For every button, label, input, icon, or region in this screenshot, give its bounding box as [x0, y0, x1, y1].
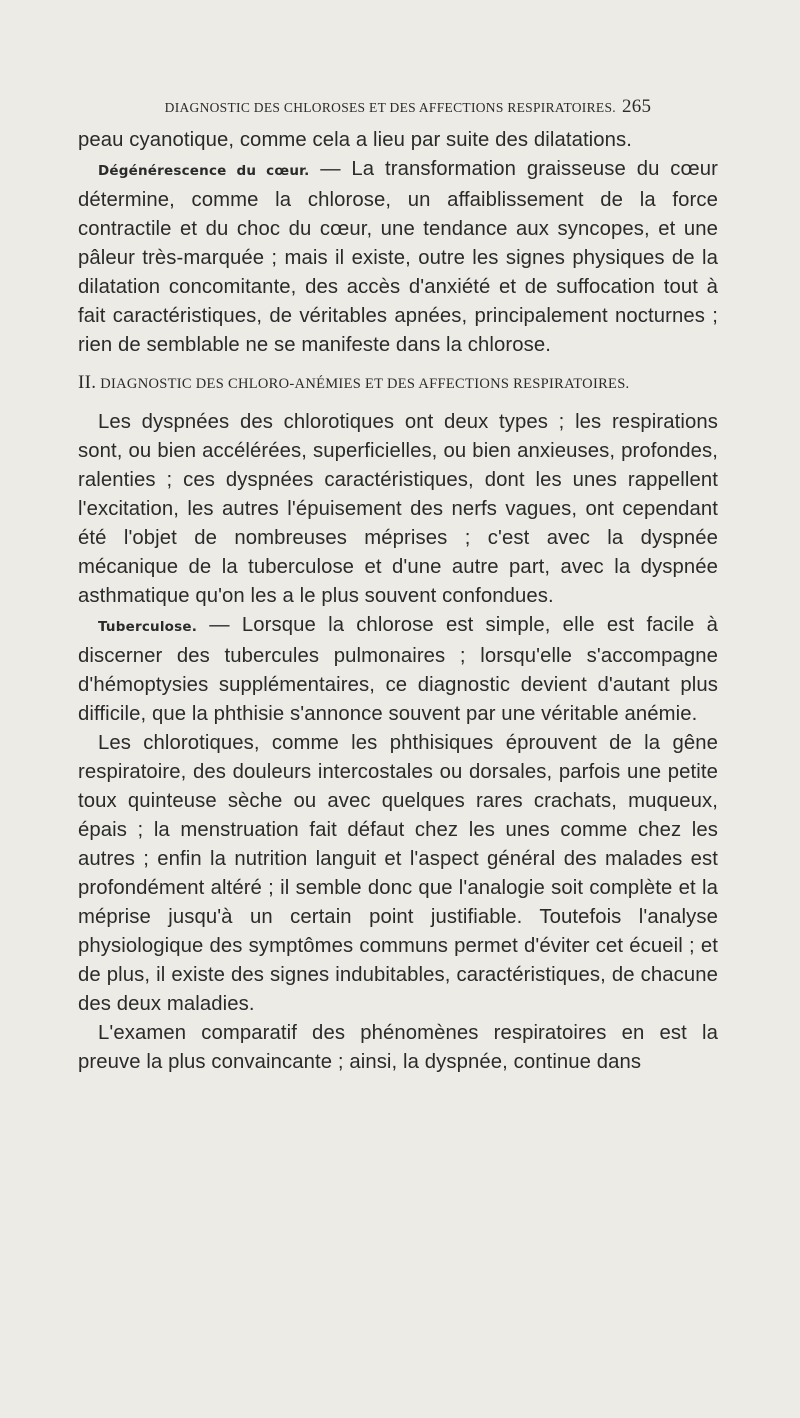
paragraph-chlorotics: Les chlorotiques, comme les phthisiques éprouvent de la gêne respiratoire, des douleurs intercostales ou dorsales, parfois une petite toux quinteuse sèche ou avec quelques rares crachats, muqueux, épais ; la menstruation fait défaut chez les unes comme chez les autres ; enfin la nutrition languit et l'aspect général des malades est profondément altéré ; il semble donc que l'analogie soit complète et la méprise jusqu'à un certain point justifiable. Toutefois l'analyse physiologique des symptômes communs permet d'éviter cet écueil ; et de plus, il existe des signes indubitables, caractéristiques, de chacune des deux maladies.: [78, 732, 718, 1015]
paragraph-dyspnea: Les dyspnées des chlorotiques ont deux types ; les respirations sont, ou bien accélérées, superficielles, ou bien anxieuses, profondes, ralenties ; ces dyspnées caractéristiques, dont les unes rappellent l'excitation, les autres l'épuisement des nerfs vagues, ont cependant été l'objet de nombreuses méprises ; c'est avec la dyspnée mécanique de la tuberculose et d'une autre part, avec la dyspnée asthmatique qu'on les a le plus souvent confondues.: [78, 411, 718, 607]
running-title: DIAGNOSTIC DES CHLOROSES ET DES AFFECTIONS RESPIRATOIRES.: [164, 100, 616, 115]
paragraph-examination: L'examen comparatif des phénomènes respiratoires en est la preuve la plus convaincante ; ainsi, la dyspnée, continue dans: [78, 1022, 718, 1073]
paragraph-heart-degeneration: [78, 155, 718, 360]
runin-heading-tuberculosis: Tuberculose.: [98, 619, 198, 635]
runin-heading-heart: Dégénérescence du cœur.: [98, 163, 310, 179]
paragraph-tuberculosis: [78, 611, 718, 729]
page-number: 265: [621, 96, 652, 117]
paragraph-continuation: peau cyanotique, comme cela a lieu par suite des dilatations.: [78, 129, 633, 151]
section-title: DIAGNOSTIC DES CHLORO-ANÉMIES ET DES AFFECTIONS RESPIRATOIRES.: [100, 376, 630, 392]
section-heading: [78, 372, 718, 394]
book-page: [78, 96, 718, 1077]
section-number: II.: [78, 372, 97, 393]
paragraph-text: — Lorsque la chlorose est simple, elle est facile à discerner des tubercules pulmonaires ; lorsqu'elle s'accompagne d'hémoptysies supplémentaires, ce diagnostic devient d'autant plus difficile, que la phthisie s'annonce souvent par une véritable anémie.: [78, 614, 718, 725]
paragraph-text: — La transformation graisseuse du cœur détermine, comme la chlorose, un affaiblissement de la force contractile et du choc du cœur, une tendance aux syncopes, et une pâleur très-marquée ; mais il existe, outre les signes physiques de la dilatation concomitante, des accès d'anxiété et de suffocation tout à fait caractéristiques, de véritables apnées, principalement nocturnes ; rien de semblable ne se manifeste dans la chlorose.: [78, 158, 718, 356]
running-head: [98, 96, 718, 118]
